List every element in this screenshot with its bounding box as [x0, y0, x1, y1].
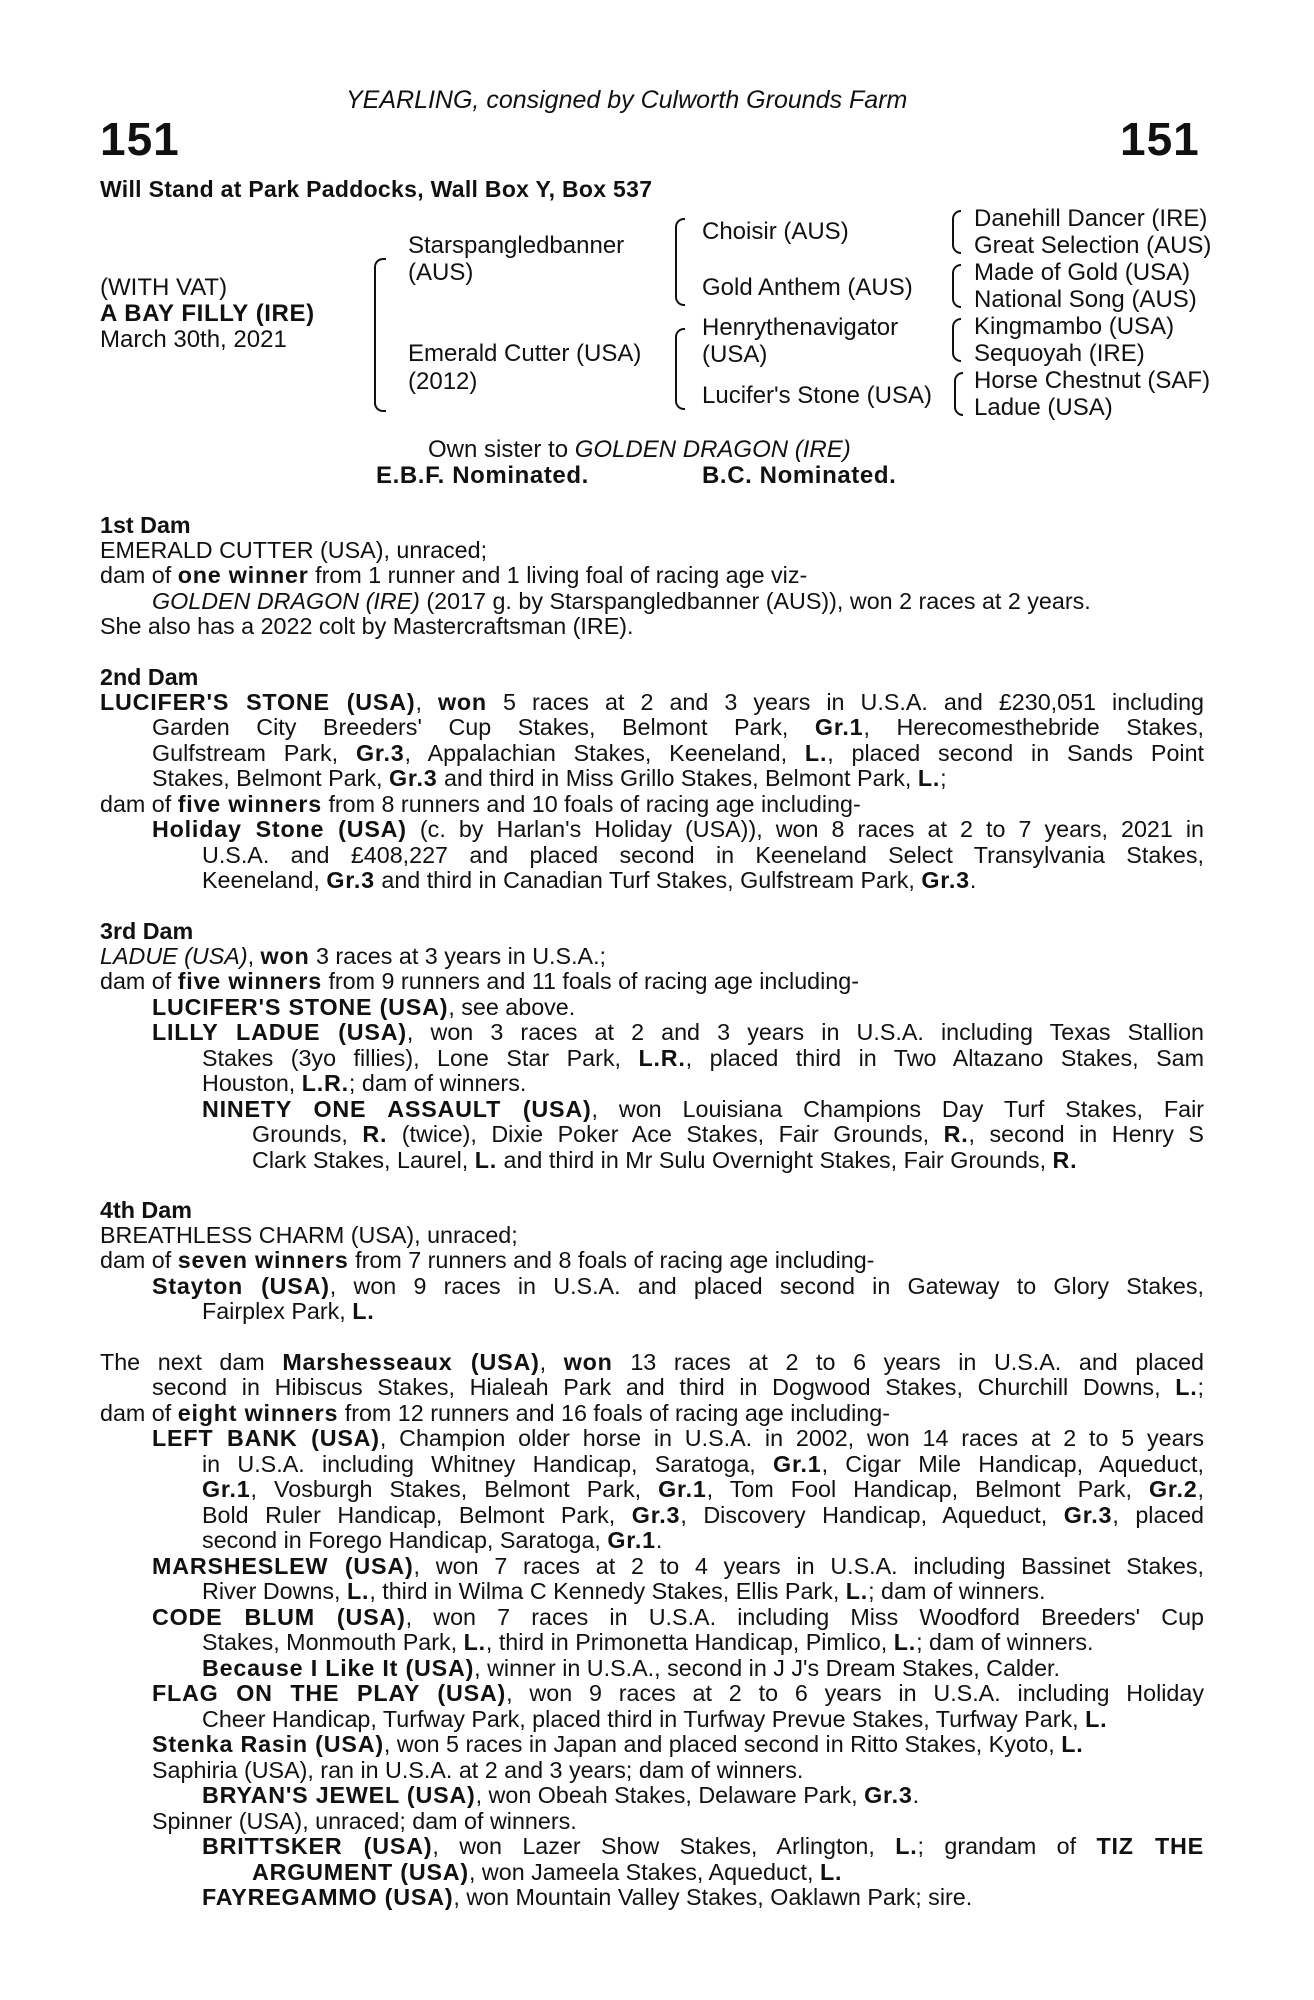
brace: [952, 210, 961, 234]
text-line: Stakes, Belmont Park, Gr.3 and third in Miss Grillo Stakes, Belmont Park, L.;: [152, 765, 947, 791]
text-line: dam of five winners from 9 runners and 11 foals of racing age including-: [100, 968, 859, 994]
brace: [952, 318, 961, 342]
dd-dam: Ladue (USA): [974, 394, 1113, 421]
consignor-line: YEARLING, consigned by Culworth Grounds Farm: [346, 86, 908, 114]
text-line: Keeneland, Gr.3 and third in Canadian Turf Stakes, Gulfstream Park, Gr.3.: [202, 867, 977, 893]
ss-dam: Great Selection (AUS): [974, 232, 1212, 259]
section-heading: 3rd Dam: [100, 918, 194, 944]
dam-sire: Henrythenavigator: [702, 314, 899, 341]
brace: [675, 218, 685, 264]
text-line: Stakes (3yo fillies), Lone Star Park, L.R., placed third in Two Altazano Stakes, Sam: [202, 1046, 1204, 1071]
ds-sire: Kingmambo (USA): [974, 313, 1175, 340]
sd-sire: Made of Gold (USA): [974, 259, 1191, 286]
text-line: River Downs, L., third in Wilma C Kennedy Stakes, Ellis Park, L.; dam of winners.: [202, 1578, 1046, 1604]
text-line: Saphiria (USA), ran in U.S.A. at 2 and 3 years; dam of winners.: [152, 1757, 804, 1783]
text-line: Stakes, Monmouth Park, L., third in Primonetta Handicap, Pimlico, L.; dam of winners.: [202, 1629, 1094, 1655]
text-line: EMERALD CUTTER (USA), unraced;: [100, 537, 488, 563]
brace: [954, 394, 963, 416]
sire-country: (AUS): [408, 259, 474, 286]
text-line: She also has a 2022 colt by Mastercraftsman (IRE).: [100, 613, 634, 639]
text-line: MARSHESLEW (USA), won 7 races at 2 to 4 years in U.S.A. including Bassinet Stakes,: [152, 1554, 1204, 1579]
text-line: Clark Stakes, Laurel, L. and third in Mr Sulu Overnight Stakes, Fair Grounds, R.: [252, 1147, 1078, 1173]
text-line: Stayton (USA), won 9 races in U.S.A. and placed second in Gateway to Glory Stakes,: [152, 1274, 1204, 1299]
text-line: Holiday Stone (USA) (c. by Harlan's Holiday (USA)), won 8 races at 2 to 7 years, 2021 in: [152, 817, 1204, 842]
text-line: dam of seven winners from 7 runners and 8 foals of racing age including-: [100, 1247, 875, 1273]
lot-number-right: 151: [1120, 113, 1200, 165]
dam: Emerald Cutter (USA): [408, 340, 642, 367]
text-line: in U.S.A. including Whitney Handicap, Saratoga, Gr.1, Cigar Mile Handicap, Aqueduct,: [202, 1452, 1204, 1477]
text-line: Grounds, R. (twice), Dixie Poker Ace Stakes, Fair Grounds, R., second in Henry S: [252, 1122, 1204, 1147]
brace: [675, 328, 685, 370]
foaling-date: March 30th, 2021: [100, 326, 287, 353]
text-line: U.S.A. and £408,227 and placed second in Keeneland Select Transylvania Stakes,: [202, 843, 1204, 868]
text-line: Because I Like It (USA), winner in U.S.A., second in J J's Dream Stakes, Calder.: [202, 1655, 1060, 1681]
ebf-nomination: E.B.F. Nominated.: [376, 462, 589, 489]
brace: [952, 232, 961, 254]
text-line: Fairplex Park, L.: [202, 1298, 375, 1324]
brace: [675, 368, 685, 410]
sd-dam: National Song (AUS): [974, 286, 1197, 313]
text-line: LILLY LADUE (USA), won 3 races at 2 and 3 years in U.S.A. including Texas Stallion: [152, 1020, 1204, 1045]
horse-name: A BAY FILLY (IRE): [100, 300, 315, 327]
section-heading: 1st Dam: [100, 512, 191, 538]
text-line: Bold Ruler Handicap, Belmont Park, Gr.3, Discovery Handicap, Aqueduct, Gr.3, placed: [202, 1503, 1204, 1528]
brace: [952, 286, 961, 308]
sister-note: Own sister to GOLDEN DRAGON (IRE): [428, 436, 851, 463]
ds-dam: Sequoyah (IRE): [974, 340, 1145, 367]
brace: [952, 340, 961, 362]
text-line: FAYREGAMMO (USA), won Mountain Valley Stakes, Oaklawn Park; sire.: [202, 1884, 973, 1910]
sire-dam: Gold Anthem (AUS): [702, 274, 913, 301]
text-line: second in Forego Handicap, Saratoga, Gr.1.: [202, 1527, 663, 1553]
text-line: dam of eight winners from 12 runners and 16 foals of racing age including-: [100, 1400, 890, 1426]
text-line: Spinner (USA), unraced; dam of winners.: [152, 1808, 577, 1834]
stable-location: Will Stand at Park Paddocks, Wall Box Y, Box 537: [100, 176, 653, 202]
dam-dam: Lucifer's Stone (USA): [702, 382, 933, 409]
sire-sire: Choisir (AUS): [702, 218, 849, 245]
dam-year: (2012): [408, 368, 478, 395]
text-line: dam of five winners from 8 runners and 10 foals of racing age including-: [100, 791, 861, 817]
text-line: The next dam Marshesseaux (USA), won 13 races at 2 to 6 years in U.S.A. and placed: [100, 1350, 1204, 1375]
text-line: Stenka Rasin (USA), won 5 races in Japan and placed second in Ritto Stakes, Kyoto, L.: [152, 1731, 1084, 1757]
text-line: second in Hibiscus Stakes, Hialeah Park and third in Dogwood Stakes, Churchill Downs, L.;: [152, 1375, 1204, 1400]
lot-number-left: 151: [100, 113, 180, 165]
ss-sire: Danehill Dancer (IRE): [974, 205, 1208, 232]
text-line: dam of one winner from 1 runner and 1 living foal of racing age viz-: [100, 562, 808, 588]
text-line: LEFT BANK (USA), Champion older horse in U.S.A. in 2002, won 14 races at 2 to 5 years: [152, 1426, 1204, 1451]
text-line: BREATHLESS CHARM (USA), unraced;: [100, 1222, 518, 1248]
text-line: LUCIFER'S STONE (USA), won 5 races at 2 and 3 years in U.S.A. and £230,051 including: [100, 690, 1204, 715]
brace: [374, 338, 386, 412]
sire: Starspangledbanner: [408, 232, 625, 259]
text-line: FLAG ON THE PLAY (USA), won 9 races at 2 to 6 years in U.S.A. including Holiday: [152, 1681, 1204, 1706]
section-heading: 4th Dam: [100, 1197, 192, 1223]
text-line: Gr.1, Vosburgh Stakes, Belmont Park, Gr.1, Tom Fool Handicap, Belmont Park, Gr.2,: [202, 1477, 1204, 1502]
text-line: BRYAN'S JEWEL (USA), won Obeah Stakes, Delaware Park, Gr.3.: [202, 1782, 920, 1808]
text-line: CODE BLUM (USA), won 7 races in U.S.A. including Miss Woodford Breeders' Cup: [152, 1605, 1204, 1630]
dam-sire-country: (USA): [702, 341, 768, 368]
vat-note: (WITH VAT): [100, 274, 228, 301]
text-line: LUCIFER'S STONE (USA), see above.: [152, 994, 576, 1020]
brace: [952, 264, 961, 288]
text-line: Houston, L.R.; dam of winners.: [202, 1070, 527, 1096]
brace: [954, 372, 963, 396]
text-line: Cheer Handicap, Turfway Park, placed third in Turfway Prevue Stakes, Turfway Park, L.: [202, 1706, 1108, 1732]
text-line: Gulfstream Park, Gr.3, Appalachian Stakes, Keeneland, L., placed second in Sands Point: [152, 741, 1204, 766]
text-line: NINETY ONE ASSAULT (USA), won Louisiana Champions Day Turf Stakes, Fair: [202, 1097, 1204, 1122]
text-line: BRITTSKER (USA), won Lazer Show Stakes, Arlington, L.; grandam of TIZ THE: [202, 1834, 1204, 1859]
section-heading: 2nd Dam: [100, 664, 199, 690]
text-line: ARGUMENT (USA), won Jameela Stakes, Aqueduct, L.: [252, 1859, 843, 1885]
text-line: Garden City Breeders' Cup Stakes, Belmont Park, Gr.1, Herecomesthebride Stakes,: [152, 715, 1204, 740]
dd-sire: Horse Chestnut (SAF): [974, 367, 1211, 394]
text-line: GOLDEN DRAGON (IRE) (2017 g. by Starspangledbanner (AUS)), won 2 races at 2 years.: [152, 588, 1091, 614]
bc-nomination: B.C. Nominated.: [702, 462, 897, 489]
brace: [374, 258, 386, 340]
text-line: LADUE (USA), won 3 races at 3 years in U.S.A.;: [100, 943, 607, 969]
brace: [675, 262, 685, 306]
